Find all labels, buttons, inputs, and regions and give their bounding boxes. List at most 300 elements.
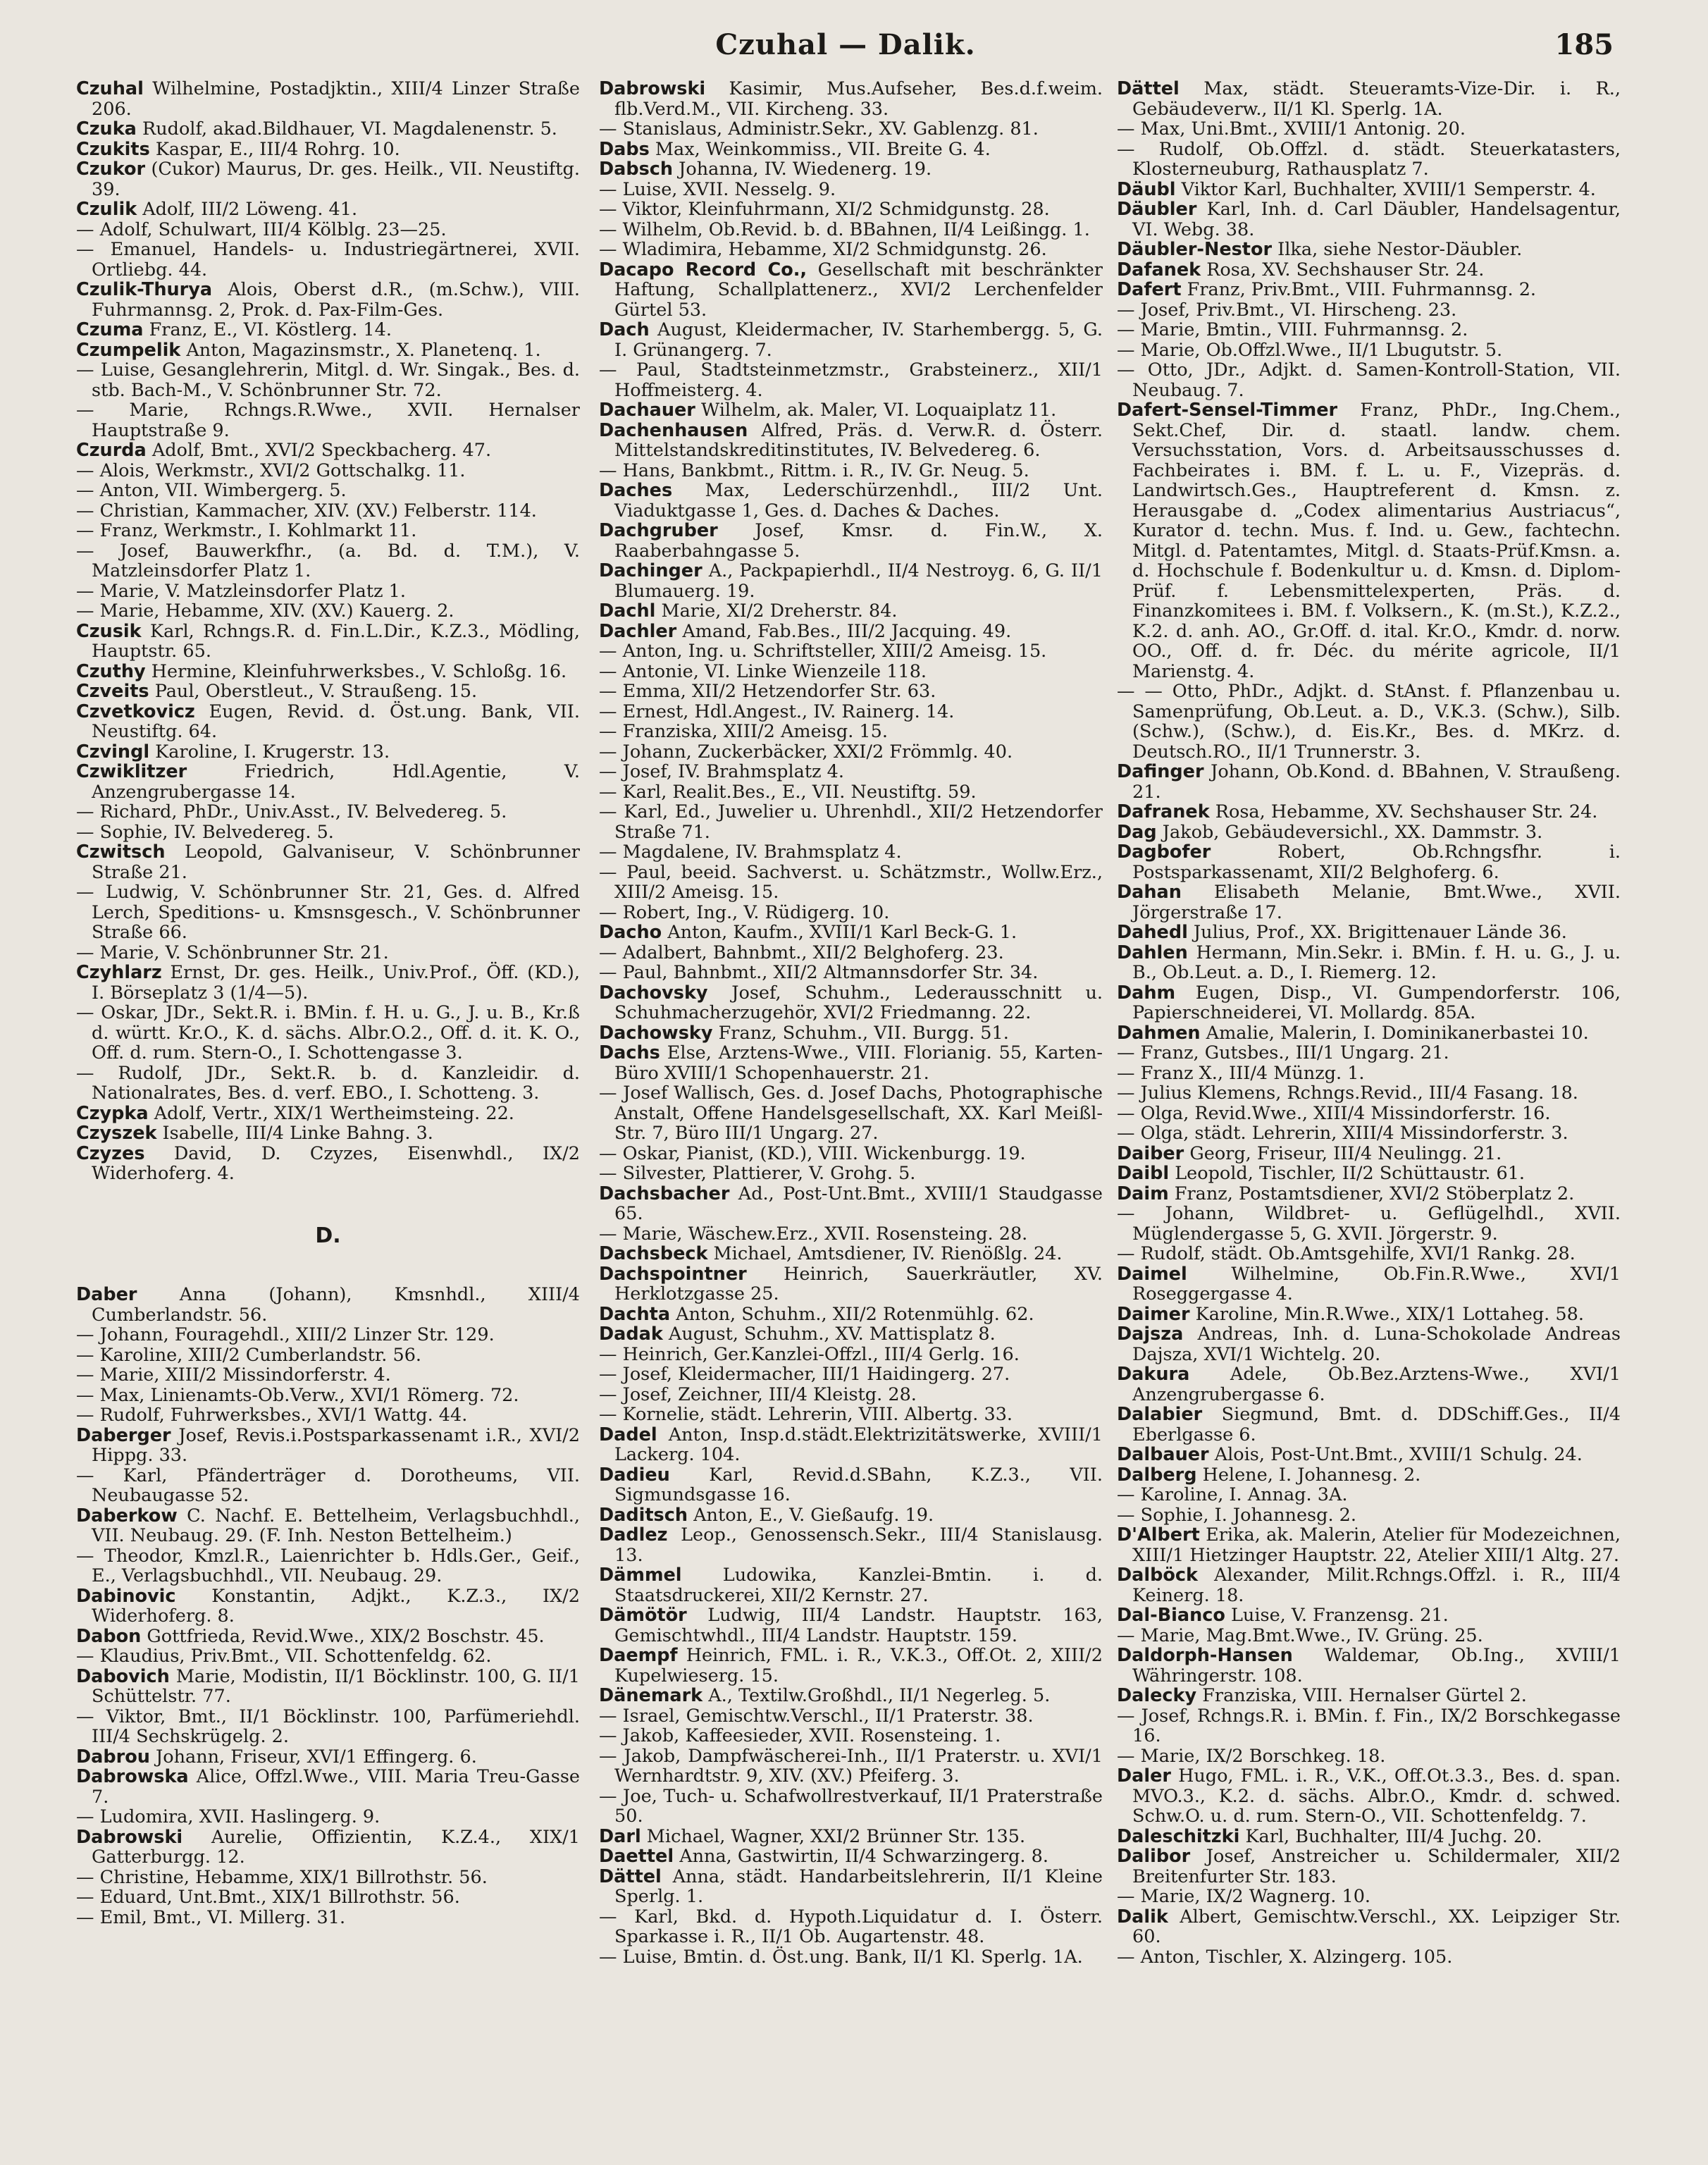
directory-entry: [76, 1627, 580, 1647]
entry-surname: Dalik: [1117, 1906, 1168, 1927]
section-letter: D.: [315, 1223, 341, 1248]
entry-details: — Luise, XVII. Nesselg. 9.: [599, 178, 836, 200]
directory-entry: [76, 1546, 580, 1586]
directory-entry: [76, 1466, 580, 1506]
entry-surname: Dahm: [1117, 982, 1176, 1004]
directory-entry: [76, 240, 580, 280]
directory-entry: [76, 1386, 580, 1406]
entry-surname: Czveits: [76, 681, 149, 702]
directory-entry: [1117, 400, 1621, 681]
entry-details: Adele, Ob.Bez.Arztens-Wwe., XVI/1 Anzengrubergasse 6.: [1132, 1364, 1621, 1405]
directory-entry: [1117, 802, 1621, 822]
directory-entry: [76, 1003, 580, 1063]
directory-entry: [599, 1907, 1103, 1947]
entry-details: Rudolf, akad.Bildhauer, VI. Magdalenenstr. 5.: [136, 118, 557, 140]
entry-surname: Dättel: [1117, 79, 1180, 99]
column-1: [76, 79, 580, 2147]
entry-details: Karoline, I. Krugerstr. 13.: [149, 741, 390, 763]
directory-entry: [76, 1426, 580, 1466]
directory-entry: [599, 662, 1103, 682]
directory-entry: [599, 240, 1103, 260]
directory-entry: [76, 220, 580, 240]
entry-details: Kaspar, E., III/4 Rohrg. 10.: [149, 138, 400, 160]
entry-surname: Dabrou: [76, 1746, 150, 1768]
entry-details: Ad., Post-Unt.Bmt., XVIII/1 Staudgasse 65.: [614, 1183, 1103, 1224]
entry-details: — Johann, Zuckerbäcker, XXI/2 Frömmlg. 40.: [599, 741, 1013, 763]
entry-details: — Eduard, Unt.Bmt., XIX/1 Billrothstr. 56.: [76, 1887, 460, 1908]
entry-details: Wilhelm, ak. Maler, VI. Loquaiplatz 11.: [695, 400, 1057, 421]
directory-entry: [1117, 1887, 1621, 1907]
entry-details: — Adalbert, Bahnbmt., XII/2 Belghoferg. 23.: [599, 942, 1004, 963]
entry-details: Marie, XI/2 Dreherstr. 84.: [655, 600, 898, 622]
entry-details: Luise, V. Franzensg. 21.: [1225, 1605, 1449, 1626]
entry-details: Eugen, Revid. d. Öst.ung. Bank, VII. Neustiftg. 64.: [92, 701, 580, 742]
directory-entry: [1117, 1104, 1621, 1124]
directory-entry: [599, 481, 1103, 521]
entry-details: Karl, Rchngs.R. d. Fin.L.Dir., K.Z.3., Mödling, Hauptstr. 65.: [92, 620, 580, 662]
entry-surname: Daibl: [1117, 1163, 1170, 1184]
directory-entry: [599, 1525, 1103, 1565]
entry-details: Adolf, Vertr., XIX/1 Wertheimsteing. 22.: [148, 1102, 514, 1124]
directory-entry: [599, 1605, 1103, 1646]
entry-details: — Jakob, Kaffeesieder, XVII. Rosensteing. 1.: [599, 1725, 1001, 1746]
entry-details: — Max, Linienamts-Ob.Verw., XVI/1 Römerg. 72.: [76, 1384, 519, 1406]
entry-details: — Rudolf, JDr., Sekt.R. b. d. Kanzleidir. d. Nationalrates, Bes. d. verf. EBO., I. Schotteng. 3.: [76, 1062, 580, 1104]
entry-surname: Dalibor: [1117, 1846, 1191, 1867]
entry-details: — Joe, Tuch- u. Schafwollrestverkauf, II/1 Praterstraße 50.: [599, 1785, 1103, 1827]
directory-entry: [599, 1646, 1103, 1686]
entry-details: — Franz, Gutsbes., III/1 Ungarg. 21.: [1117, 1042, 1449, 1063]
entry-surname: Dachenhausen: [599, 419, 748, 441]
entry-details: — Rudolf, Ob.Offzl. d. städt. Steuerkatasters, Klosterneuburg, Rathausplatz 7.: [1117, 138, 1621, 180]
entry-details: Robert, Ob.Rchngsfhr. i. Postsparkassenamt, XII/2 Belghoferg. 6.: [1132, 841, 1621, 883]
entry-details: Heinrich, Sauerkräutler, XV. Herklotzgasse 25.: [614, 1263, 1103, 1304]
entry-details: — Robert, Ing., V. Rüdigerg. 10.: [599, 901, 890, 923]
directory-entry: [599, 180, 1103, 200]
entry-surname: Czypka: [76, 1102, 149, 1124]
directory-entry: [1117, 842, 1621, 882]
entry-details: — Stanislaus, Administr.Sekr., XV. Gablenzg. 81.: [599, 118, 1039, 140]
entry-details: A., Packpapierhdl., II/4 Nestroyg. 6, G. II/1 Blumauerg. 19.: [614, 560, 1103, 602]
entry-details: Hermine, Kleinfuhrwerksbes., V. Schloßg. 16.: [145, 660, 567, 682]
entry-details: Wilhelmine, Postadjktin., XIII/4 Linzer Straße 206.: [92, 79, 580, 120]
entry-details: Georg, Friseur, III/4 Neulingg. 21.: [1184, 1142, 1502, 1164]
directory-entry: [1117, 300, 1621, 321]
entry-surname: Dahan: [1117, 882, 1182, 903]
entry-details: — Karl, Ed., Juwelier u. Uhrenhdl., XII/2 Hetzendorfer Straße 71.: [599, 801, 1103, 843]
directory-entry: [599, 1364, 1103, 1385]
entry-details: — Rudolf, Fuhrwerksbes., XVI/1 Wattg. 44.: [76, 1405, 468, 1426]
directory-entry: [1117, 1043, 1621, 1063]
directory-entry: [599, 1465, 1103, 1505]
entry-surname: Dabrowski: [599, 79, 706, 99]
entry-details: David, D. Czyzes, Eisenwhdl., IX/2 Widerhoferg. 4.: [92, 1142, 580, 1184]
directory-entry: [1117, 882, 1621, 923]
entry-surname: Dachs: [599, 1042, 660, 1063]
directory-entry: [76, 1887, 580, 1908]
directory-entry: [76, 1667, 580, 1707]
directory-entry: [76, 1506, 580, 1546]
directory-entry: [1117, 140, 1621, 180]
entry-details: — Luise, Gesanglehrerin, Mitgl. d. Wr. Singak., Bes. d. stb. Bach-M., V. Schönbrunner Str. 72.: [76, 359, 580, 401]
entry-details: Siegmund, Bmt. d. DDSchiff.Ges., II/4 Eberlgasse 6.: [1132, 1404, 1621, 1445]
entry-details: Ernst, Dr. ges. Heilk., Univ.Prof., Öff. (KD.), I. Börseplatz 3 (1/4—5).: [92, 962, 580, 1004]
entry-details: — Magdalene, IV. Brahmsplatz 4.: [599, 841, 902, 863]
directory-entry: [76, 943, 580, 963]
directory-entry: [599, 742, 1103, 763]
entry-details: Johann, Friseur, XVI/1 Effingerg. 6.: [149, 1746, 477, 1768]
directory-entry: [1117, 822, 1621, 843]
directory-entry: [76, 662, 580, 682]
entry-details: — Hans, Bankbmt., Rittm. i. R., IV. Gr. Neug. 5.: [599, 459, 1029, 481]
entry-details: — Olga, Revid.Wwe., XIII/4 Missindorferstr. 16.: [1117, 1102, 1551, 1124]
entry-details: — Marie, Rchngs.R.Wwe., XVII. Hernalser Hauptstraße 9.: [76, 400, 580, 441]
directory-entry: [76, 963, 580, 1003]
directory-entry: [76, 340, 580, 361]
entry-surname: Dalböck: [1117, 1565, 1198, 1586]
entry-surname: Dachta: [599, 1303, 671, 1325]
entry-surname: Czuhal: [76, 79, 144, 99]
entry-details: — Oskar, JDr., Sekt.R. i. BMin. f. H. u. G., J. u. B., Kr.ß d. württ. Kr.O., K. d. sächs. Albr.O.2., Off. d. it. K. O., Off. d. rum. Stern-O., I. Schottengasse 3.: [76, 1002, 580, 1063]
entry-surname: Czuthy: [76, 660, 146, 682]
entry-details: — Karoline, I. Annag. 3A.: [1117, 1484, 1348, 1505]
directory-entry: [76, 280, 580, 320]
entry-details: C. Nachf. E. Bettelheim, Verlagsbuchhdl., VII. Neubaug. 29. (F. Inh. Neston Bettelheim.): [92, 1505, 580, 1546]
directory-entry: [599, 702, 1103, 722]
entry-surname: Dachgruber: [599, 520, 718, 541]
entry-details: — Viktor, Kleinfuhrmann, XI/2 Schmidgunstg. 28.: [599, 199, 1050, 220]
entry-surname: Dabinovic: [76, 1585, 176, 1607]
entry-details: — Karl, Realit.Bes., E., VII. Neustiftg. 59.: [599, 781, 977, 803]
entry-details: Adolf, Bmt., XVI/2 Speckbacherg. 47.: [146, 440, 492, 461]
entry-details: — Emanuel, Handels- u. Industriegärtnerei, XVII. Ortliebg. 44.: [76, 239, 580, 280]
directory-entry: [1117, 923, 1621, 943]
directory-entry: [1117, 1023, 1621, 1044]
entry-details: — Josef, Kleidermacher, III/1 Haidingerg. 27.: [599, 1364, 1010, 1385]
directory-entry: [1117, 1746, 1621, 1767]
entry-surname: Dajsza: [1117, 1324, 1184, 1345]
entry-surname: Czwitsch: [76, 841, 166, 863]
entry-surname: Dahmen: [1117, 1022, 1201, 1044]
directory-entry: [76, 1104, 580, 1124]
directory-entry: [599, 79, 1103, 119]
directory-entry: [76, 400, 580, 440]
entry-details: (Cukor) Maurus, Dr. ges. Heilk., VII. Neustiftg. 39.: [92, 159, 580, 200]
directory-entry: [1117, 1405, 1621, 1445]
entry-surname: Czumpelik: [76, 339, 181, 361]
entry-details: Karl, Buchhalter, III/4 Juchg. 20.: [1239, 1825, 1542, 1847]
entry-details: Eugen, Disp., VI. Gumpendorferstr. 106, Papierschneiderei, VI. Mollardg. 85A.: [1132, 982, 1621, 1023]
directory-entry: [599, 320, 1103, 360]
directory-entry: [76, 1908, 580, 1928]
directory-entry: [76, 1345, 580, 1366]
entry-surname: Dacapo Record Co.,: [599, 259, 807, 280]
directory-entry: [1117, 983, 1621, 1023]
entry-surname: Dabrowska: [76, 1766, 189, 1787]
directory-entry: [599, 722, 1103, 742]
entry-details: — Alois, Werkmstr., XVI/2 Gottschalkg. 11.: [76, 459, 466, 481]
entry-details: Leopold, Galvaniseur, V. Schönbrunner Straße 21.: [92, 841, 580, 883]
directory-entry: [599, 641, 1103, 662]
entry-surname: Czulik-Thurya: [76, 279, 213, 300]
directory-entry: [76, 702, 580, 742]
entry-details: Isabelle, III/4 Linke Bahng. 3.: [156, 1123, 433, 1144]
directory-entry: [76, 461, 580, 481]
entry-surname: Czuma: [76, 319, 144, 340]
directory-entry: [599, 1144, 1103, 1164]
entry-details: Michael, Wagner, XXI/2 Brünner Str. 135.: [640, 1825, 1026, 1847]
directory-entry: [1117, 1706, 1621, 1746]
entry-details: — Richard, PhDr., Univ.Asst., IV. Belvedereg. 5.: [76, 801, 507, 822]
directory-entry: [1117, 1646, 1621, 1686]
entry-details: — Karl, Pfänderträger d. Dorotheums, VII. Neubaugasse 52.: [76, 1464, 580, 1506]
entry-surname: Dachauer: [599, 400, 695, 421]
directory-entry: [76, 1767, 580, 1807]
directory-entry: [599, 622, 1103, 642]
directory-entry: [599, 842, 1103, 863]
entry-details: Erika, ak. Malerin, Atelier für Modezeichnen, XIII/1 Hietzinger Hauptstr. 22, Atelier XIII/1 Altg. 27.: [1132, 1524, 1621, 1566]
directory-entry: [599, 923, 1103, 943]
directory-entry: [76, 622, 580, 662]
entry-details: Josef, Schuhm., Lederausschnitt u. Schuhmacherzugehör, XVI/2 Friedmanng. 22.: [614, 982, 1103, 1023]
entry-details: Anton, Insp.d.städt.Elektrizitätswerke, XVIII/1 Lackerg. 104.: [614, 1424, 1103, 1465]
entry-surname: Dalecky: [1117, 1685, 1197, 1706]
entry-details: — Olga, städt. Lehrerin, XIII/4 Missindorferstr. 3.: [1117, 1123, 1568, 1144]
entry-surname: Daettel: [599, 1846, 674, 1867]
directory-entry: [599, 1405, 1103, 1425]
entry-details: Johanna, IV. Wiedenerg. 19.: [673, 159, 932, 180]
entry-surname: Dakura: [1117, 1364, 1190, 1385]
entry-details: Ludwig, III/4 Landstr. Hauptstr. 163, Gemischtwhdl., III/4 Landstr. Hauptstr. 159.: [614, 1605, 1103, 1646]
directory-entry: [599, 1827, 1103, 1847]
entry-details: Anton, Magazinsmstr., X. Planetenq. 1.: [180, 339, 541, 361]
directory-entry: [1117, 1445, 1621, 1465]
entry-details: — Rudolf, städt. Ob.Amtsgehilfe, XVI/1 Rankg. 28.: [1117, 1243, 1576, 1264]
entry-details: Gottfrieda, Revid.Wwe., XIX/2 Boschstr. 45.: [141, 1625, 545, 1647]
entry-surname: Daiber: [1117, 1142, 1184, 1164]
directory-entry: [76, 159, 580, 199]
entry-surname: Daches: [599, 480, 673, 501]
directory-entry: [76, 1325, 580, 1345]
entry-details: Michael, Amtsdiener, IV. Rienößlg. 24.: [707, 1243, 1063, 1264]
entry-surname: Dachovsky: [599, 982, 708, 1004]
entry-details: Anna, Gastwirtin, II/4 Schwarzingerg. 8.: [674, 1846, 1048, 1867]
entry-surname: Dabrowski: [76, 1826, 183, 1848]
entry-details: — Marie, V. Schönbrunner Str. 21.: [76, 942, 389, 963]
entry-surname: Dafranek: [1117, 801, 1210, 822]
directory-entry: [76, 1646, 580, 1667]
directory-entry: [76, 601, 580, 622]
directory-entry: [599, 1947, 1103, 1968]
directory-entry: [599, 1345, 1103, 1365]
entry-details: Heinrich, FML. i. R., V.K.3., Off.Ot. 2, XIII/2 Kupelwieserg. 15.: [614, 1645, 1103, 1686]
directory-entry: [599, 1867, 1103, 1907]
entry-surname: Dalabier: [1117, 1404, 1203, 1425]
entry-surname: Däubler: [1117, 199, 1197, 220]
entry-details: — Christine, Hebamme, XIX/1 Billrothstr. 56.: [76, 1866, 488, 1888]
entry-details: Konstantin, Adjkt., K.Z.3., IX/2 Widerhoferg. 8.: [92, 1585, 580, 1627]
directory-entry: [1117, 1827, 1621, 1847]
directory-entry: [1117, 1605, 1621, 1626]
entry-surname: Czurda: [76, 440, 147, 461]
running-head: Czuhal — Dalik.: [715, 28, 976, 61]
directory-entry: [599, 963, 1103, 983]
entry-details: Leopold, Tischler, II/2 Schüttaustr. 61.: [1169, 1163, 1526, 1184]
entry-surname: Dänemark: [599, 1685, 703, 1706]
entry-surname: Dachler: [599, 620, 677, 642]
directory-entry: [1117, 180, 1621, 200]
entry-details: Helene, I. Johannesg. 2.: [1196, 1464, 1421, 1486]
entry-details: — Paul, beeid. Sachverst. u. Schätzmstr., Wollw.Erz., XIII/2 Ameisg. 15.: [599, 861, 1103, 903]
directory-entry: [599, 681, 1103, 702]
entry-details: Else, Arztens-Wwe., VIII. Florianig. 55, Karten-Büro XVIII/1 Schopenhauerstr. 21.: [614, 1042, 1103, 1084]
entry-details: Ludowika, Kanzlei-Bmtin. i. d. Staatsdruckerei, XII/2 Kernstr. 27.: [614, 1565, 1103, 1606]
directory-entry: [1117, 1144, 1621, 1164]
entry-surname: Czvetkovicz: [76, 701, 195, 722]
entry-surname: Dach: [599, 319, 650, 340]
directory-entry: [1117, 1565, 1621, 1605]
entry-details: — Marie, V. Matzleinsdorfer Platz 1.: [76, 580, 406, 602]
directory-entry: [599, 1224, 1103, 1245]
entry-details: Ilka, siehe Nestor-Däubler.: [1272, 239, 1523, 260]
entry-surname: Dachsbeck: [599, 1243, 708, 1264]
entry-surname: Dacho: [599, 922, 662, 943]
directory-entry: [1117, 681, 1621, 762]
entry-details: — Klaudius, Priv.Bmt., VII. Schottenfeldg. 62.: [76, 1646, 492, 1667]
directory-entry: [599, 199, 1103, 220]
directory-entry: [76, 79, 580, 119]
directory-entry: [76, 882, 580, 943]
directory-entry: [1117, 199, 1621, 240]
entry-details: — Otto, JDr., Adjkt. d. Samen-Kontroll-Station, VII. Neubaug. 7.: [1117, 359, 1621, 401]
entry-details: — Luise, Bmtin. d. Öst.ung. Bank, II/1 Kl. Sperlg. 1A.: [599, 1946, 1083, 1968]
directory-entry: [1117, 340, 1621, 361]
directory-entry: [1117, 1364, 1621, 1405]
entry-surname: Czyszek: [76, 1123, 157, 1144]
directory-entry: [1117, 1907, 1621, 1947]
entry-details: Friedrich, Hdl.Agentie, V. Anzengrubergasse 14.: [92, 761, 580, 803]
directory-entry: [599, 1043, 1103, 1083]
entry-details: Franz, Postamtsdiener, XVI/2 Stöberplatz 2.: [1168, 1183, 1575, 1204]
directory-entry: [1117, 1304, 1621, 1325]
entry-details: — Franz X., III/4 Münzg. 1.: [1117, 1062, 1365, 1084]
directory-entry: [599, 119, 1103, 140]
entry-details: Gesellschaft mit beschränkter Haftung, Schallplattenerz., XVI/2 Lerchenfelder Gürtel 53.: [614, 259, 1103, 321]
directory-entry: [599, 782, 1103, 803]
directory-entry: [76, 320, 580, 340]
entry-details: Franz, Priv.Bmt., VIII. Fuhrmannsg. 2.: [1181, 279, 1537, 300]
entry-details: — Silvester, Plattierer, V. Grohg. 5.: [599, 1163, 916, 1184]
directory-entry: [599, 802, 1103, 842]
directory-entry: [1117, 1686, 1621, 1706]
directory-entry: [599, 1505, 1103, 1526]
entry-surname: Daberkow: [76, 1505, 178, 1526]
directory-entry: [76, 1405, 580, 1426]
directory-entry: [1117, 119, 1621, 140]
directory-entry: [1117, 1947, 1621, 1968]
entry-surname: Dabs: [599, 138, 650, 160]
entry-details: Josef, Anstreicher u. Schildermaler, XII/2 Breitenfurter Str. 183.: [1132, 1846, 1621, 1887]
entry-details: Franz, Schuhm., VII. Burgg. 51.: [712, 1022, 1009, 1044]
entry-details: — Theodor, Kmzl.R., Laienrichter b. Hdls.Ger., Geif., E., Verlagsbuchhdl., VII. Neubaug. 29.: [76, 1545, 580, 1586]
directory-entry: [1117, 1846, 1621, 1887]
directory-entry: [599, 260, 1103, 321]
entry-details: — Karoline, XIII/2 Cumberlandstr. 56.: [76, 1344, 422, 1366]
entry-surname: Daldorph-Hansen: [1117, 1645, 1293, 1666]
entry-details: Viktor Karl, Buchhalter, XVIII/1 Semperstr. 4.: [1175, 178, 1596, 200]
entry-surname: Dämmel: [599, 1565, 682, 1586]
entry-details: — Josef, Bauwerkfhr., (a. Bd. d. T.M.), V. Matzleinsdorfer Platz 1.: [76, 540, 580, 581]
entry-surname: Dadak: [599, 1324, 663, 1345]
directory-entry: [1117, 1244, 1621, 1264]
page-number: 185: [1554, 28, 1614, 61]
entry-details: — Marie, IX/2 Borschkeg. 18.: [1117, 1745, 1386, 1767]
directory-entry: [599, 1425, 1103, 1465]
directory-entry: [599, 983, 1103, 1023]
entry-surname: Dämötör: [599, 1605, 687, 1626]
directory-entry: [76, 1365, 580, 1386]
entry-details: Andreas, Inh. d. Luna-Schokolade Andreas Dajsza, XVI/1 Wichtelg. 20.: [1132, 1324, 1621, 1365]
entry-details: Hugo, FML. i. R., V.K., Off.Ot.3.3., Bes. d. span. MVO.3., K.2. d. sächs. Albr.O., Kmdr. d. schwed. Schw.O. u. d. rum. Stern-O., VII. Schottenfeldg. 7.: [1132, 1765, 1621, 1827]
directory-entry: [76, 501, 580, 522]
entry-surname: D'Albert: [1117, 1524, 1200, 1546]
directory-entry: [599, 1846, 1103, 1867]
entry-details: — Kornelie, städt. Lehrerin, VIII. Albertg. 33.: [599, 1404, 1013, 1425]
entry-surname: Daditsch: [599, 1504, 688, 1526]
directory-entry: [76, 541, 580, 581]
entry-details: Josef, Revis.i.Postsparkassenamt i.R., XVI/2 Hippg. 33.: [92, 1424, 580, 1466]
directory-entry: [76, 742, 580, 763]
directory-entry: [599, 1324, 1103, 1345]
entry-surname: Dadlez: [599, 1524, 668, 1546]
directory-entry: [76, 360, 580, 400]
entry-details: — Julius Klemens, Rchngs.Revid., III/4 Fasang. 18.: [1117, 1082, 1578, 1104]
entry-details: — Sophie, I. Johannesg. 2.: [1117, 1504, 1357, 1526]
entry-details: — Marie, Ob.Offzl.Wwe., II/1 Lbugutstr. 5.: [1117, 339, 1503, 361]
directory-entry: [76, 1827, 580, 1868]
directory-entry: [599, 1184, 1103, 1224]
entry-details: — Marie, XIII/2 Missindorferstr. 4.: [76, 1364, 391, 1386]
entry-details: — Marie, IX/2 Wagnerg. 10.: [1117, 1886, 1371, 1907]
entry-details: Alice, Offzl.Wwe., VIII. Maria Treu-Gasse 7.: [92, 1766, 580, 1808]
entry-details: — Emil, Bmt., VI. Millerg. 31.: [76, 1906, 346, 1928]
entry-details: — Ernest, Hdl.Angest., IV. Rainerg. 14.: [599, 701, 955, 722]
entry-details: Kasimir, Mus.Aufseher, Bes.d.f.weim. flb.Verd.M., VII. Kircheng. 33.: [614, 79, 1103, 120]
entry-details: — Josef, Rchngs.R. i. BMin. f. Fin., IX/2 Borschkegasse 16.: [1117, 1705, 1621, 1746]
entry-details: — Marie, Hebamme, XIV. (XV.) Kauerg. 2.: [76, 600, 454, 622]
directory-entry: [599, 1706, 1103, 1727]
directory-entry: [76, 1586, 580, 1627]
entry-details: — — Otto, PhDr., Adjkt. d. StAnst. f. Pflanzenbau u. Samenprüfung, Ob.Leut. a. D., V.K.3. (Schw.), Silb. (Schw.), (Schw.), d. Eis.Kr., Bes. d. MKrz. d. Deutsch.RO., II/1 Trunnerstr. 3.: [1117, 681, 1621, 763]
directory-entry: [76, 481, 580, 501]
entry-details: Anna, städt. Handarbeitslehrerin, II/1 Kleine Sperlg. 1.: [614, 1865, 1103, 1907]
entry-surname: Dal-Bianco: [1117, 1605, 1225, 1626]
entry-details: Johann, Ob.Kond. d. BBahnen, V. Straußeng. 21.: [1132, 761, 1621, 803]
entry-details: Julius, Prof., XX. Brigittenauer Lände 36.: [1187, 922, 1567, 943]
entry-details: — Marie, Wäschew.Erz., XVII. Rosensteing. 28.: [599, 1223, 1028, 1245]
directory-entry: [76, 681, 580, 702]
entry-details: Anton, E., V. Gießaufg. 19.: [688, 1504, 934, 1526]
directory-entry: [76, 1707, 580, 1747]
entry-surname: Darl: [599, 1825, 641, 1847]
directory-entry: [76, 521, 580, 541]
entry-details: Leop., Genossensch.Sekr., III/4 Stanislausg. 13.: [614, 1524, 1103, 1566]
entry-details: August, Schuhm., XV. Mattisplatz 8.: [662, 1324, 996, 1345]
entry-surname: Dadel: [599, 1424, 657, 1445]
entry-details: — Josef, Zeichner, III/4 Kleistg. 28.: [599, 1383, 917, 1405]
directory-entry: [599, 1164, 1103, 1184]
entry-details: Max, Lederschürzenhdl., III/2 Unt. Viaduktgasse 1, Ges. d. Daches & Daches.: [614, 480, 1103, 522]
